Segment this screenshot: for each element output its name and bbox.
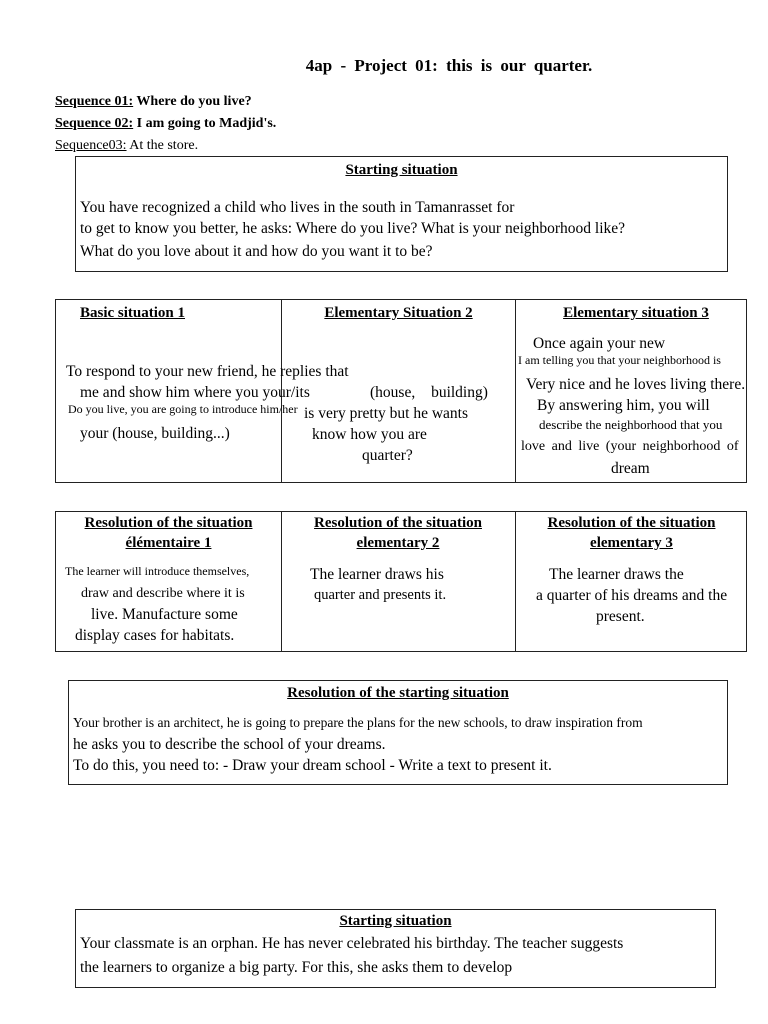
- text-line: Your brother is an architect, he is going to prepare the plans for the new schools, to draw inspiration from: [73, 715, 643, 730]
- text-line: draw and describe where it is: [81, 586, 245, 601]
- page-title: 4ap - Project 01: this is our quarter.: [305, 56, 593, 75]
- text-line: the learners to organize a big party. For this, she asks them to develop: [80, 959, 513, 976]
- text-line: a quarter of his dreams and the: [536, 587, 728, 604]
- text-line: The learner draws the: [549, 566, 684, 583]
- resolutions-table: [55, 511, 747, 652]
- text-line: present.: [596, 608, 645, 625]
- resolution-3-title-line2: elementary 3: [590, 535, 673, 551]
- resolution-1-title-line2: élémentaire 1: [125, 535, 212, 551]
- resolution-1-title-line1: Resolution of the situation: [84, 515, 253, 531]
- text-line: Very nice and he loves living there.: [526, 376, 746, 393]
- text-line: By answering him, you will: [537, 397, 710, 414]
- resolution-2-title: [281, 515, 515, 552]
- text-line: display cases for habitats.: [75, 627, 235, 644]
- text-line: dream: [611, 460, 650, 477]
- text-line: know how you are: [312, 426, 427, 443]
- text-line: Do you live, you are going to introduce him/her: [68, 402, 298, 416]
- text-line: quarter and presents it.: [314, 587, 447, 603]
- sequence-2-label: Sequence 02:: [55, 116, 134, 131]
- text-line: me and show him where you your/its: [80, 384, 310, 401]
- text-line: describe the neighborhood that you: [539, 417, 723, 432]
- sequence-2-text: I am going to Madjid's.: [133, 116, 277, 131]
- text-line: I am telling you that your neighborhood is: [518, 353, 721, 367]
- text-line: is very pretty but he wants: [304, 405, 469, 422]
- resolution-3-title: [515, 515, 748, 552]
- basic-situation-1-title: Basic situation 1: [80, 305, 186, 321]
- text-line: To respond to your new friend, he replies that: [66, 363, 349, 380]
- text-line: (house, building): [370, 384, 488, 401]
- starting-situation-title: Starting situation: [345, 162, 458, 178]
- sequence-3-text: At the store.: [126, 138, 199, 153]
- text-line: quarter?: [362, 447, 413, 464]
- starting-situation-2-title: Starting situation: [339, 913, 452, 929]
- resolution-starting-box: [68, 680, 728, 785]
- resolution-starting-title: Resolution of the starting situation: [287, 685, 509, 701]
- starting-situation-text: [80, 197, 725, 262]
- text-line: he asks you to describe the school of your dreams.: [73, 736, 386, 753]
- text-line: Once again your new: [533, 335, 666, 352]
- sequence-3: [55, 138, 198, 154]
- sequence-1-text: Where do you live?: [133, 94, 252, 109]
- elementary-situation-3-title: Elementary situation 3: [563, 305, 709, 321]
- sequence-1-label: Sequence 01:: [55, 94, 134, 109]
- text-line: The learner draws his: [310, 566, 444, 583]
- text-line: live. Manufacture some: [91, 606, 238, 623]
- resolution-2-title-line1: Resolution of the situation: [314, 515, 482, 531]
- resolution-3-title-line1: Resolution of the situation: [547, 515, 716, 531]
- text-line: You have recognized a child who lives in the south in Tamanrasset for: [80, 199, 515, 216]
- text-line: love and live (your neighborhood of: [521, 439, 739, 454]
- sequence-3-label: Sequence03:: [55, 138, 127, 153]
- text-line: To do this, you need to: - Draw your dream school - Write a text to present it.: [73, 757, 552, 774]
- resolution-2-title-line2: elementary 2: [356, 535, 440, 551]
- elementary-situation-2-title: Elementary Situation 2: [324, 305, 473, 321]
- starting-situation-2-box: [75, 909, 716, 988]
- text-line: your (house, building...): [80, 425, 230, 442]
- starting-situation-box: [75, 156, 728, 272]
- text-line: What do you love about it and how do you want it to be?: [80, 243, 433, 260]
- column-divider: [515, 300, 516, 482]
- text-line: The learner will introduce themselves,: [65, 564, 250, 578]
- text-line: Your classmate is an orphan. He has never celebrated his birthday. The teacher suggests: [80, 935, 624, 952]
- sequence-1: [55, 94, 252, 110]
- situations-table: [55, 299, 747, 483]
- text-line: to get to know you better, he asks: Where do you live? What is your neighborhood like?: [80, 220, 626, 237]
- resolution-1-title: [56, 515, 281, 552]
- sequence-2: [55, 116, 276, 132]
